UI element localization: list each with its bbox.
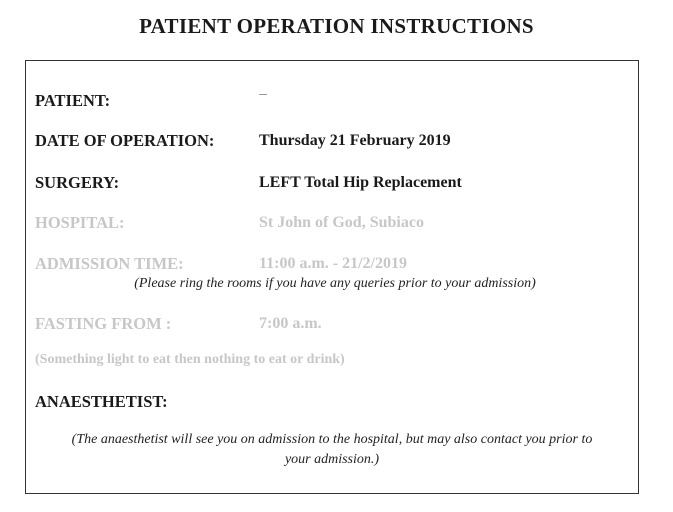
hospital-value: St John of God, Subiaco [259, 214, 424, 231]
admission-time-value: 11:00 a.m. - 21/2/2019 [259, 255, 407, 272]
fasting-note: (Something light to eat then nothing to eat or drink) [35, 352, 345, 367]
fasting-from-label: FASTING FROM : [35, 314, 172, 333]
anaesthetist-note-line2: your admission.) [284, 452, 380, 467]
date-of-operation-label: DATE OF OPERATION: [35, 131, 215, 150]
surgery-label: SURGERY: [35, 173, 120, 192]
admission-time-label: ADMISSION TIME: [35, 254, 184, 273]
date-of-operation-value: Thursday 21 February 2019 [259, 132, 451, 149]
anaesthetist-note-line1: (The anaesthetist will see you on admission to the hospital, but may also contact you prior to [71, 432, 593, 447]
redacted-patient-mark [259, 94, 267, 95]
hospital-label: HOSPITAL: [35, 213, 125, 232]
anaesthetist-label: ANAESTHETIST: [35, 392, 168, 411]
fasting-from-value: 7:00 a.m. [259, 315, 322, 332]
patient-label: PATIENT: [35, 91, 111, 110]
document-title: PATIENT OPERATION INSTRUCTIONS [139, 14, 534, 38]
admission-note: (Please ring the rooms if you have any queries prior to your admission) [134, 276, 536, 291]
surgery-value: LEFT Total Hip Replacement [259, 174, 462, 191]
